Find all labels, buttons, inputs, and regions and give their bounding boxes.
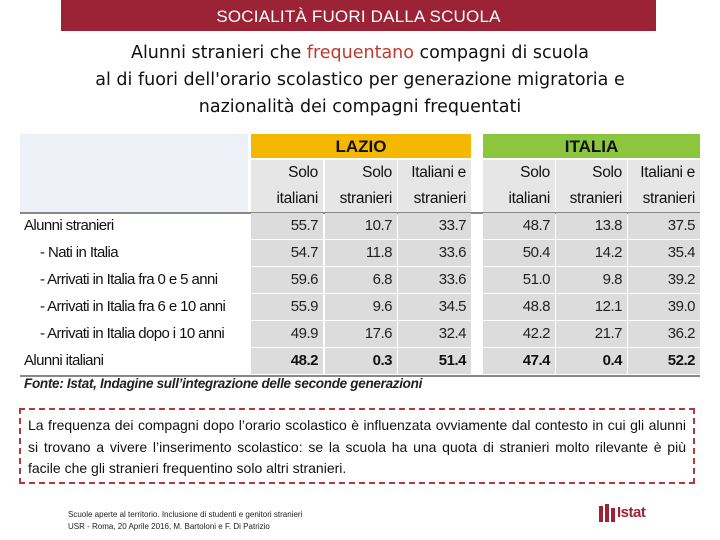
title-line3: nazionalità dei compagni frequentati bbox=[198, 97, 522, 117]
footer-line2: USR - Roma, 20 Aprile 2016, M. Bartoloni e F. Di Patrizio bbox=[68, 522, 270, 531]
commentary-box: La frequenza dei compagni dopo l’orario scolastico è influenzata ovviamente dal contesto in cui gli alunni si trovano a vivere l’inserimento scolastico: se la scuola ha una quota di stranieri molto rilevante è più facile che gli stranieri frequentino solo altri stranieri. bbox=[19, 408, 695, 484]
table-cell: 6.8 bbox=[325, 267, 397, 293]
column-header-line1: Italiani e bbox=[411, 164, 466, 181]
table-cell: 32.4 bbox=[398, 321, 471, 347]
table-cell: 9.6 bbox=[325, 294, 397, 320]
table-cell: 13.8 bbox=[556, 213, 627, 239]
table-cell: 34.5 bbox=[398, 294, 471, 320]
table-cell: 50.4 bbox=[483, 240, 555, 266]
row-label: Alunni stranieri bbox=[24, 217, 114, 234]
slide-banner: SOCIALITÀ FUORI DALLA SCUOLA bbox=[61, 0, 656, 31]
column-header-line1: Solo bbox=[520, 164, 550, 181]
row-label: - Arrivati in Italia fra 0 e 5 anni bbox=[40, 271, 218, 288]
table-cell: 48.8 bbox=[483, 294, 555, 320]
row-label: - Arrivati in Italia dopo i 10 anni bbox=[40, 325, 225, 342]
title-line1-post: compagni di scuola bbox=[413, 43, 590, 63]
table-cell: 48.7 bbox=[483, 213, 555, 239]
table-cell: 0.4 bbox=[556, 348, 627, 374]
header-blank bbox=[20, 134, 248, 212]
slide-title bbox=[20, 40, 700, 121]
table-cell: 48.2 bbox=[251, 348, 323, 374]
column-header-line2: stranieri bbox=[413, 190, 466, 207]
table-cell: 12.1 bbox=[556, 294, 627, 320]
column-header bbox=[483, 160, 555, 212]
column-header-line2: stranieri bbox=[642, 190, 695, 207]
footer-credits bbox=[68, 509, 302, 533]
column-header-line1: Solo bbox=[592, 164, 622, 181]
row-label: Alunni italiani bbox=[24, 352, 104, 369]
row-label: - Arrivati in Italia fra 6 e 10 anni bbox=[40, 298, 226, 315]
table-cell: 54.7 bbox=[251, 240, 323, 266]
table-cell: 33.6 bbox=[398, 240, 471, 266]
column-header-line2: italiani bbox=[508, 190, 550, 207]
table-cell: 51.0 bbox=[483, 267, 555, 293]
bottom-rule bbox=[20, 375, 700, 377]
row-label: - Nati in Italia bbox=[40, 244, 118, 261]
group-header-lazio: LAZIO bbox=[251, 134, 471, 158]
table-cell: 55.9 bbox=[251, 294, 323, 320]
column-header-line2: stranieri bbox=[569, 190, 622, 207]
column-header bbox=[628, 160, 700, 212]
column-header-line1: Solo bbox=[362, 164, 392, 181]
column-header-line2: stranieri bbox=[339, 190, 392, 207]
column-header-line1: Italiani e bbox=[640, 164, 695, 181]
column-header bbox=[398, 160, 471, 212]
table-cell: 39.0 bbox=[628, 294, 700, 320]
table-cell: 47.4 bbox=[483, 348, 555, 374]
title-line2: al di fuori dell'orario scolastico per generazione migratoria e bbox=[95, 70, 625, 90]
table-cell: 59.6 bbox=[251, 267, 323, 293]
column-header-line2: italiani bbox=[276, 190, 318, 207]
table-cell: 49.9 bbox=[251, 321, 323, 347]
table-cell: 0.3 bbox=[325, 348, 397, 374]
column-header bbox=[325, 160, 397, 212]
source-note: Fonte: Istat, Indagine sull’integrazione delle seconde generazioni bbox=[24, 376, 423, 391]
title-highlight: frequentano bbox=[306, 43, 414, 63]
istat-logo-text: Istat bbox=[617, 504, 646, 521]
table-cell: 9.8 bbox=[556, 267, 627, 293]
title-line1-pre: Alunni stranieri che bbox=[130, 43, 307, 63]
table-cell: 14.2 bbox=[556, 240, 627, 266]
table-cell: 39.2 bbox=[628, 267, 700, 293]
footer-line1: Scuole aperte al territorio. Inclusione di studenti e genitori stranieri bbox=[68, 510, 303, 519]
column-header-line1: Solo bbox=[288, 164, 318, 181]
table-cell: 33.7 bbox=[398, 213, 471, 239]
table-cell: 52.2 bbox=[628, 348, 700, 374]
table-cell: 33.6 bbox=[398, 267, 471, 293]
table-cell: 51.4 bbox=[398, 348, 471, 374]
table-cell: 35.4 bbox=[628, 240, 700, 266]
table-cell: 10.7 bbox=[325, 213, 397, 239]
data-table bbox=[20, 132, 700, 396]
column-header bbox=[251, 160, 323, 212]
column-header bbox=[556, 160, 627, 212]
table-cell: 11.8 bbox=[325, 240, 397, 266]
table-cell: 36.2 bbox=[628, 321, 700, 347]
table-cell: 55.7 bbox=[251, 213, 323, 239]
table-cell: 21.7 bbox=[556, 321, 627, 347]
table-cell: 17.6 bbox=[325, 321, 397, 347]
table-cell: 42.2 bbox=[483, 321, 555, 347]
group-header-italia: ITALIA bbox=[483, 134, 700, 158]
table-cell: 37.5 bbox=[628, 213, 700, 239]
